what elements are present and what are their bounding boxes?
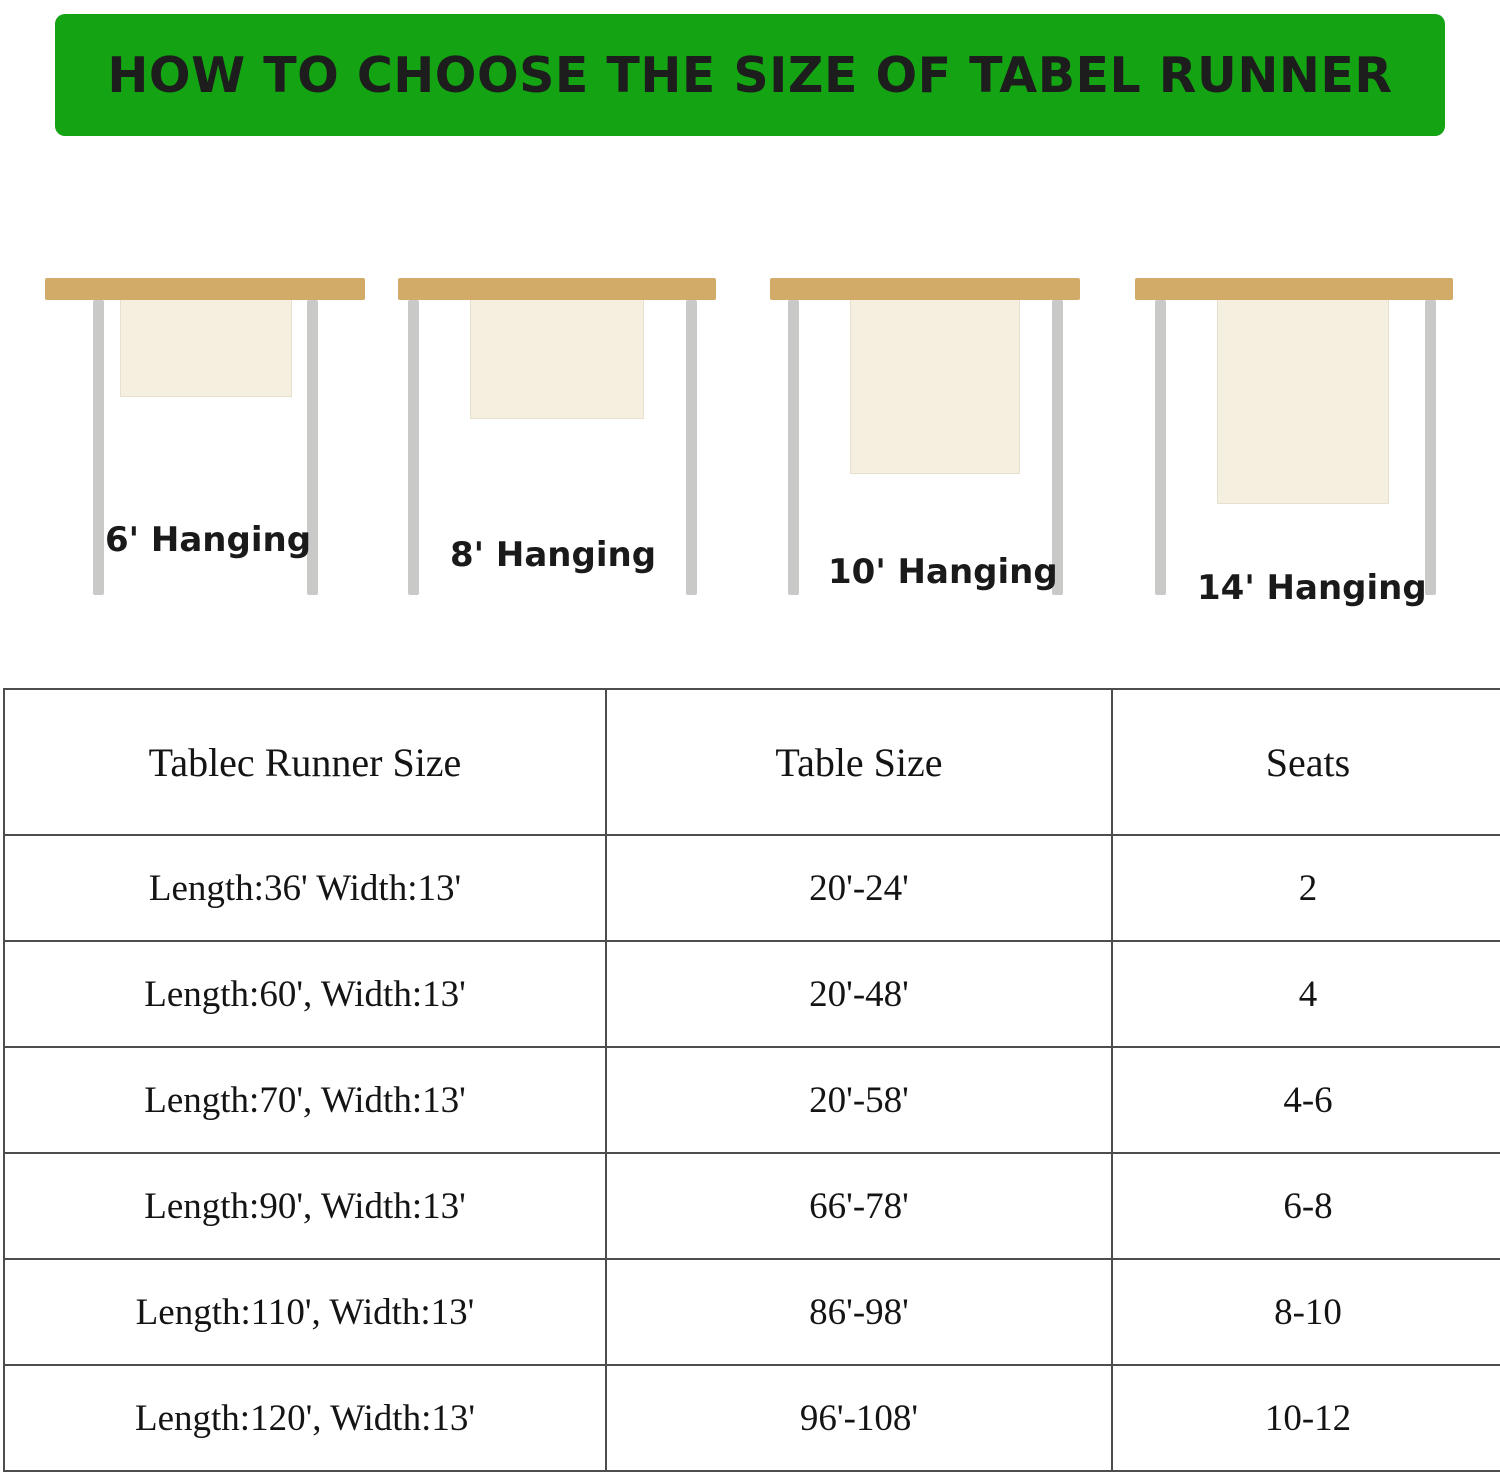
cell-table-size: 20'-58' (606, 1047, 1112, 1153)
cell-table-size: 66'-78' (606, 1153, 1112, 1259)
cell-seats: 4 (1112, 941, 1500, 1047)
fig-14-hanging (1135, 250, 1453, 640)
table-leg-left (1155, 300, 1166, 595)
cell-seats: 8-10 (1112, 1259, 1500, 1365)
table-leg-right (1052, 300, 1063, 595)
cell-runner-size: Length:110', Width:13' (4, 1259, 606, 1365)
fig-8-hanging (398, 250, 716, 640)
fig-caption: 10' Hanging (828, 552, 1058, 592)
fig-caption: 8' Hanging (450, 535, 657, 575)
table-leg-left (408, 300, 419, 595)
fig-caption: 6' Hanging (105, 520, 312, 560)
page-title: HOW TO CHOOSE THE SIZE OF TABEL RUNNER (107, 46, 1393, 104)
column-header-seats: Seats (1112, 689, 1500, 835)
table-row (4, 1153, 1500, 1259)
table-runner-drape (1217, 280, 1389, 504)
cell-table-size: 20'-48' (606, 941, 1112, 1047)
table-leg-left (788, 300, 799, 595)
header-banner (55, 14, 1445, 136)
table-runner-drape (850, 280, 1020, 474)
table-row (4, 835, 1500, 941)
column-header-runner-size: Tablec Runner Size (4, 689, 606, 835)
table-row (4, 941, 1500, 1047)
cell-table-size: 20'-24' (606, 835, 1112, 941)
table-leg-right (1425, 300, 1436, 595)
table-body (4, 835, 1500, 1471)
table-row (4, 1365, 1500, 1471)
cell-seats: 2 (1112, 835, 1500, 941)
table-runner-drape (470, 280, 644, 419)
table-row (4, 1047, 1500, 1153)
table-leg-left (93, 300, 104, 595)
table-top (1135, 278, 1453, 300)
table-top (45, 278, 365, 300)
cell-table-size: 96'-108' (606, 1365, 1112, 1471)
table-top (770, 278, 1080, 300)
fig-10-hanging (770, 250, 1080, 640)
cell-runner-size: Length:70', Width:13' (4, 1047, 606, 1153)
cell-seats: 10-12 (1112, 1365, 1500, 1471)
cell-runner-size: Length:36' Width:13' (4, 835, 606, 941)
table-leg-right (686, 300, 697, 595)
cell-runner-size: Length:90', Width:13' (4, 1153, 606, 1259)
cell-runner-size: Length:120', Width:13' (4, 1365, 606, 1471)
cell-table-size: 86'-98' (606, 1259, 1112, 1365)
fig-6-hanging (45, 250, 365, 640)
table-row (4, 1259, 1500, 1365)
table-top (398, 278, 716, 300)
illustration-row (0, 250, 1500, 640)
cell-seats: 6-8 (1112, 1153, 1500, 1259)
size-chart-table (3, 688, 1500, 1472)
cell-runner-size: Length:60', Width:13' (4, 941, 606, 1047)
table-header (4, 689, 1500, 835)
table-header-row (4, 689, 1500, 835)
fig-caption: 14' Hanging (1197, 568, 1427, 608)
column-header-table-size: Table Size (606, 689, 1112, 835)
cell-seats: 4-6 (1112, 1047, 1500, 1153)
